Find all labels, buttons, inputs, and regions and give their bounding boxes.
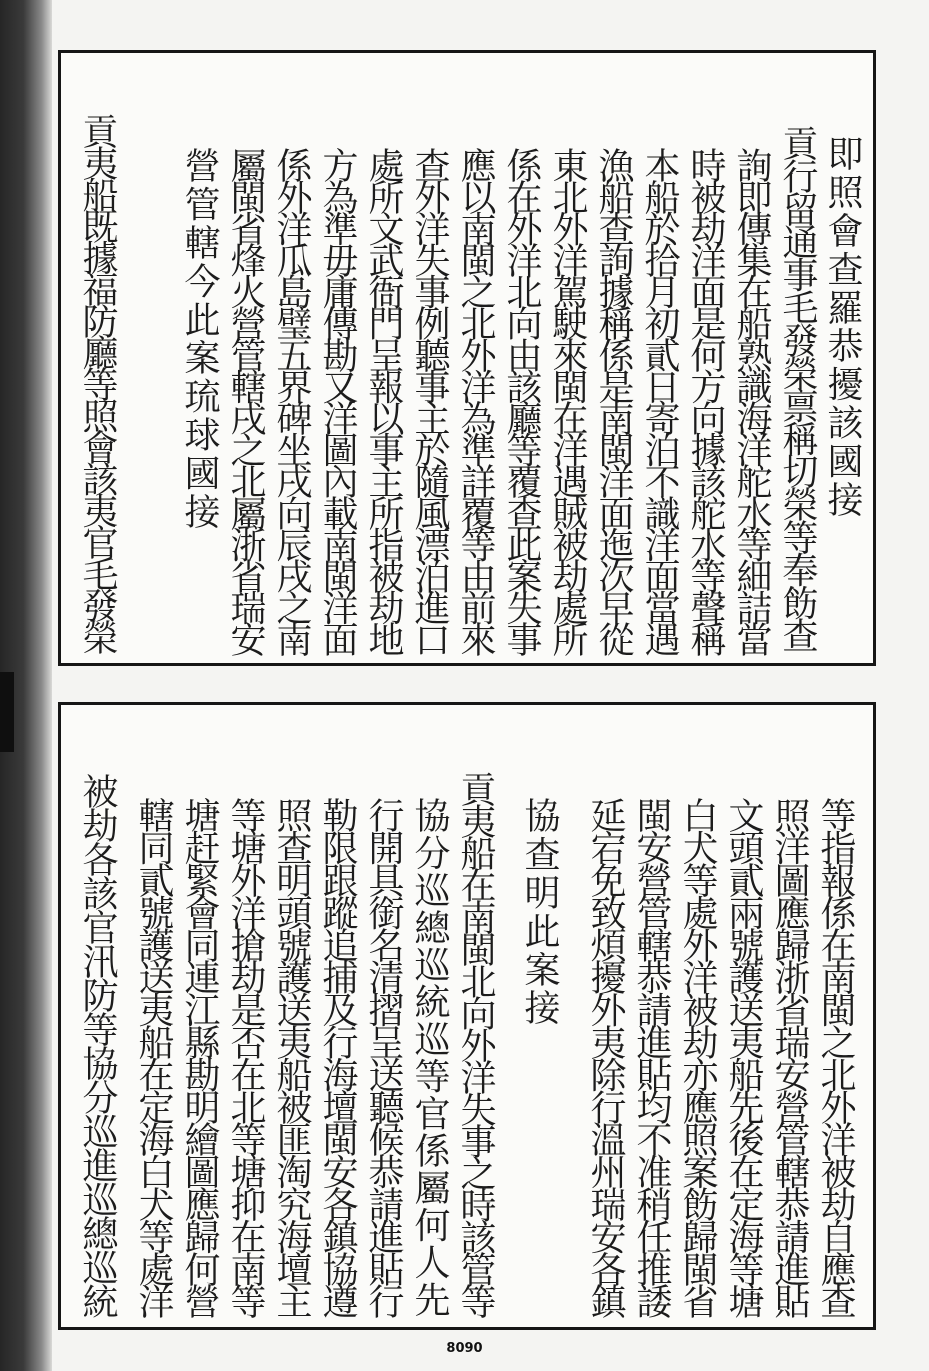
text-column: 本船於拾月初貳日寄泊不識洋面當遇 [639,147,680,653]
text-column: 應以南閩之北外洋為準詳覆等由前來 [455,147,496,653]
text-column: 延宕免致煩擾外夷除行溫州瑞安各鎮 [585,797,626,1316]
text-column: 即照會查羅恭擾該國接 [822,135,863,519]
text-column: 處所文武衙門呈報以事主所指被劫地 [363,147,404,653]
text-column: 照洋圖應歸浙省瑞安營管轄恭請進貼 [769,797,810,1316]
text-column: 方為準毋庸傳勘又洋圖內載南閩洋面 [317,147,358,653]
text-column: 協查明此案接 [519,797,560,1028]
text-column: 時被劫洋面是何方向據該舵水等聲稱 [685,147,726,653]
text-column: 係在外洋北向由該廳等覆查此案失事 [501,147,542,653]
text-column: 貢行留通事毛發榮禀稱切榮等奉飭查 [777,125,818,650]
text-column: 被劫各該官汛防等協分巡進巡總巡統 [77,773,118,1317]
text-column: 東北外洋駕駛來閩在洋遇賊被劫處所 [547,147,588,653]
binding-mark [0,706,14,752]
text-column: 白犬等處外洋被劫亦應照案飭歸閩省 [677,797,718,1316]
text-column: 等指報係在南閩之北外洋被劫自應查 [815,797,856,1316]
text-column: 行開具銜名清摺呈送聽候恭請進貼行 [363,797,404,1316]
text-column: 貢夷船既據福防廳等照會該夷官毛發榮 [77,113,118,651]
text-column: 查外洋失事例聽事主於隨風漂泊進口 [409,147,450,653]
text-column: 係外洋瓜島璧五界碑坐戌向辰戌之南 [271,147,312,653]
text-column: 塘赶緊會同連江縣勘明繪圖應歸何營 [179,797,220,1316]
book-binding-shadow [0,0,52,1371]
text-column: 貢夷船在南閩北向外洋失事之時該管等 [455,771,496,1315]
upper-manuscript-panel [58,50,876,666]
text-column: 閩安營管轄恭請進貼均不准稍任推諉 [631,797,672,1316]
text-column: 漁船查詢據稱係是南閩洋面迤次早從 [593,147,634,653]
text-column: 協分巡總巡統巡等官係屬何人先 [409,797,450,1318]
text-column: 等塘外洋搶劫是否在北等塘抑在南等 [225,797,266,1316]
text-column: 勒限跟蹤追捕及行海壇閩安各鎮協遵 [317,797,358,1316]
lower-manuscript-panel [58,702,876,1330]
page-number: 8090 [446,1341,483,1356]
text-column: 照查明頭號護送夷船被匪淘究海壇主 [271,797,312,1316]
text-column: 屬閩省烽火營管轄戌之北屬浙省瑞安 [225,147,266,653]
text-column: 文頭貳兩號護送夷船先後在定海等塘 [723,797,764,1316]
text-column: 營管轄今此案琉球國接 [179,147,220,531]
text-column: 詢即傳集在船熟識海洋舵水等細詰當 [731,147,772,653]
text-column: 轄同貳號護送夷船在定海白犬等處洋 [133,797,174,1316]
